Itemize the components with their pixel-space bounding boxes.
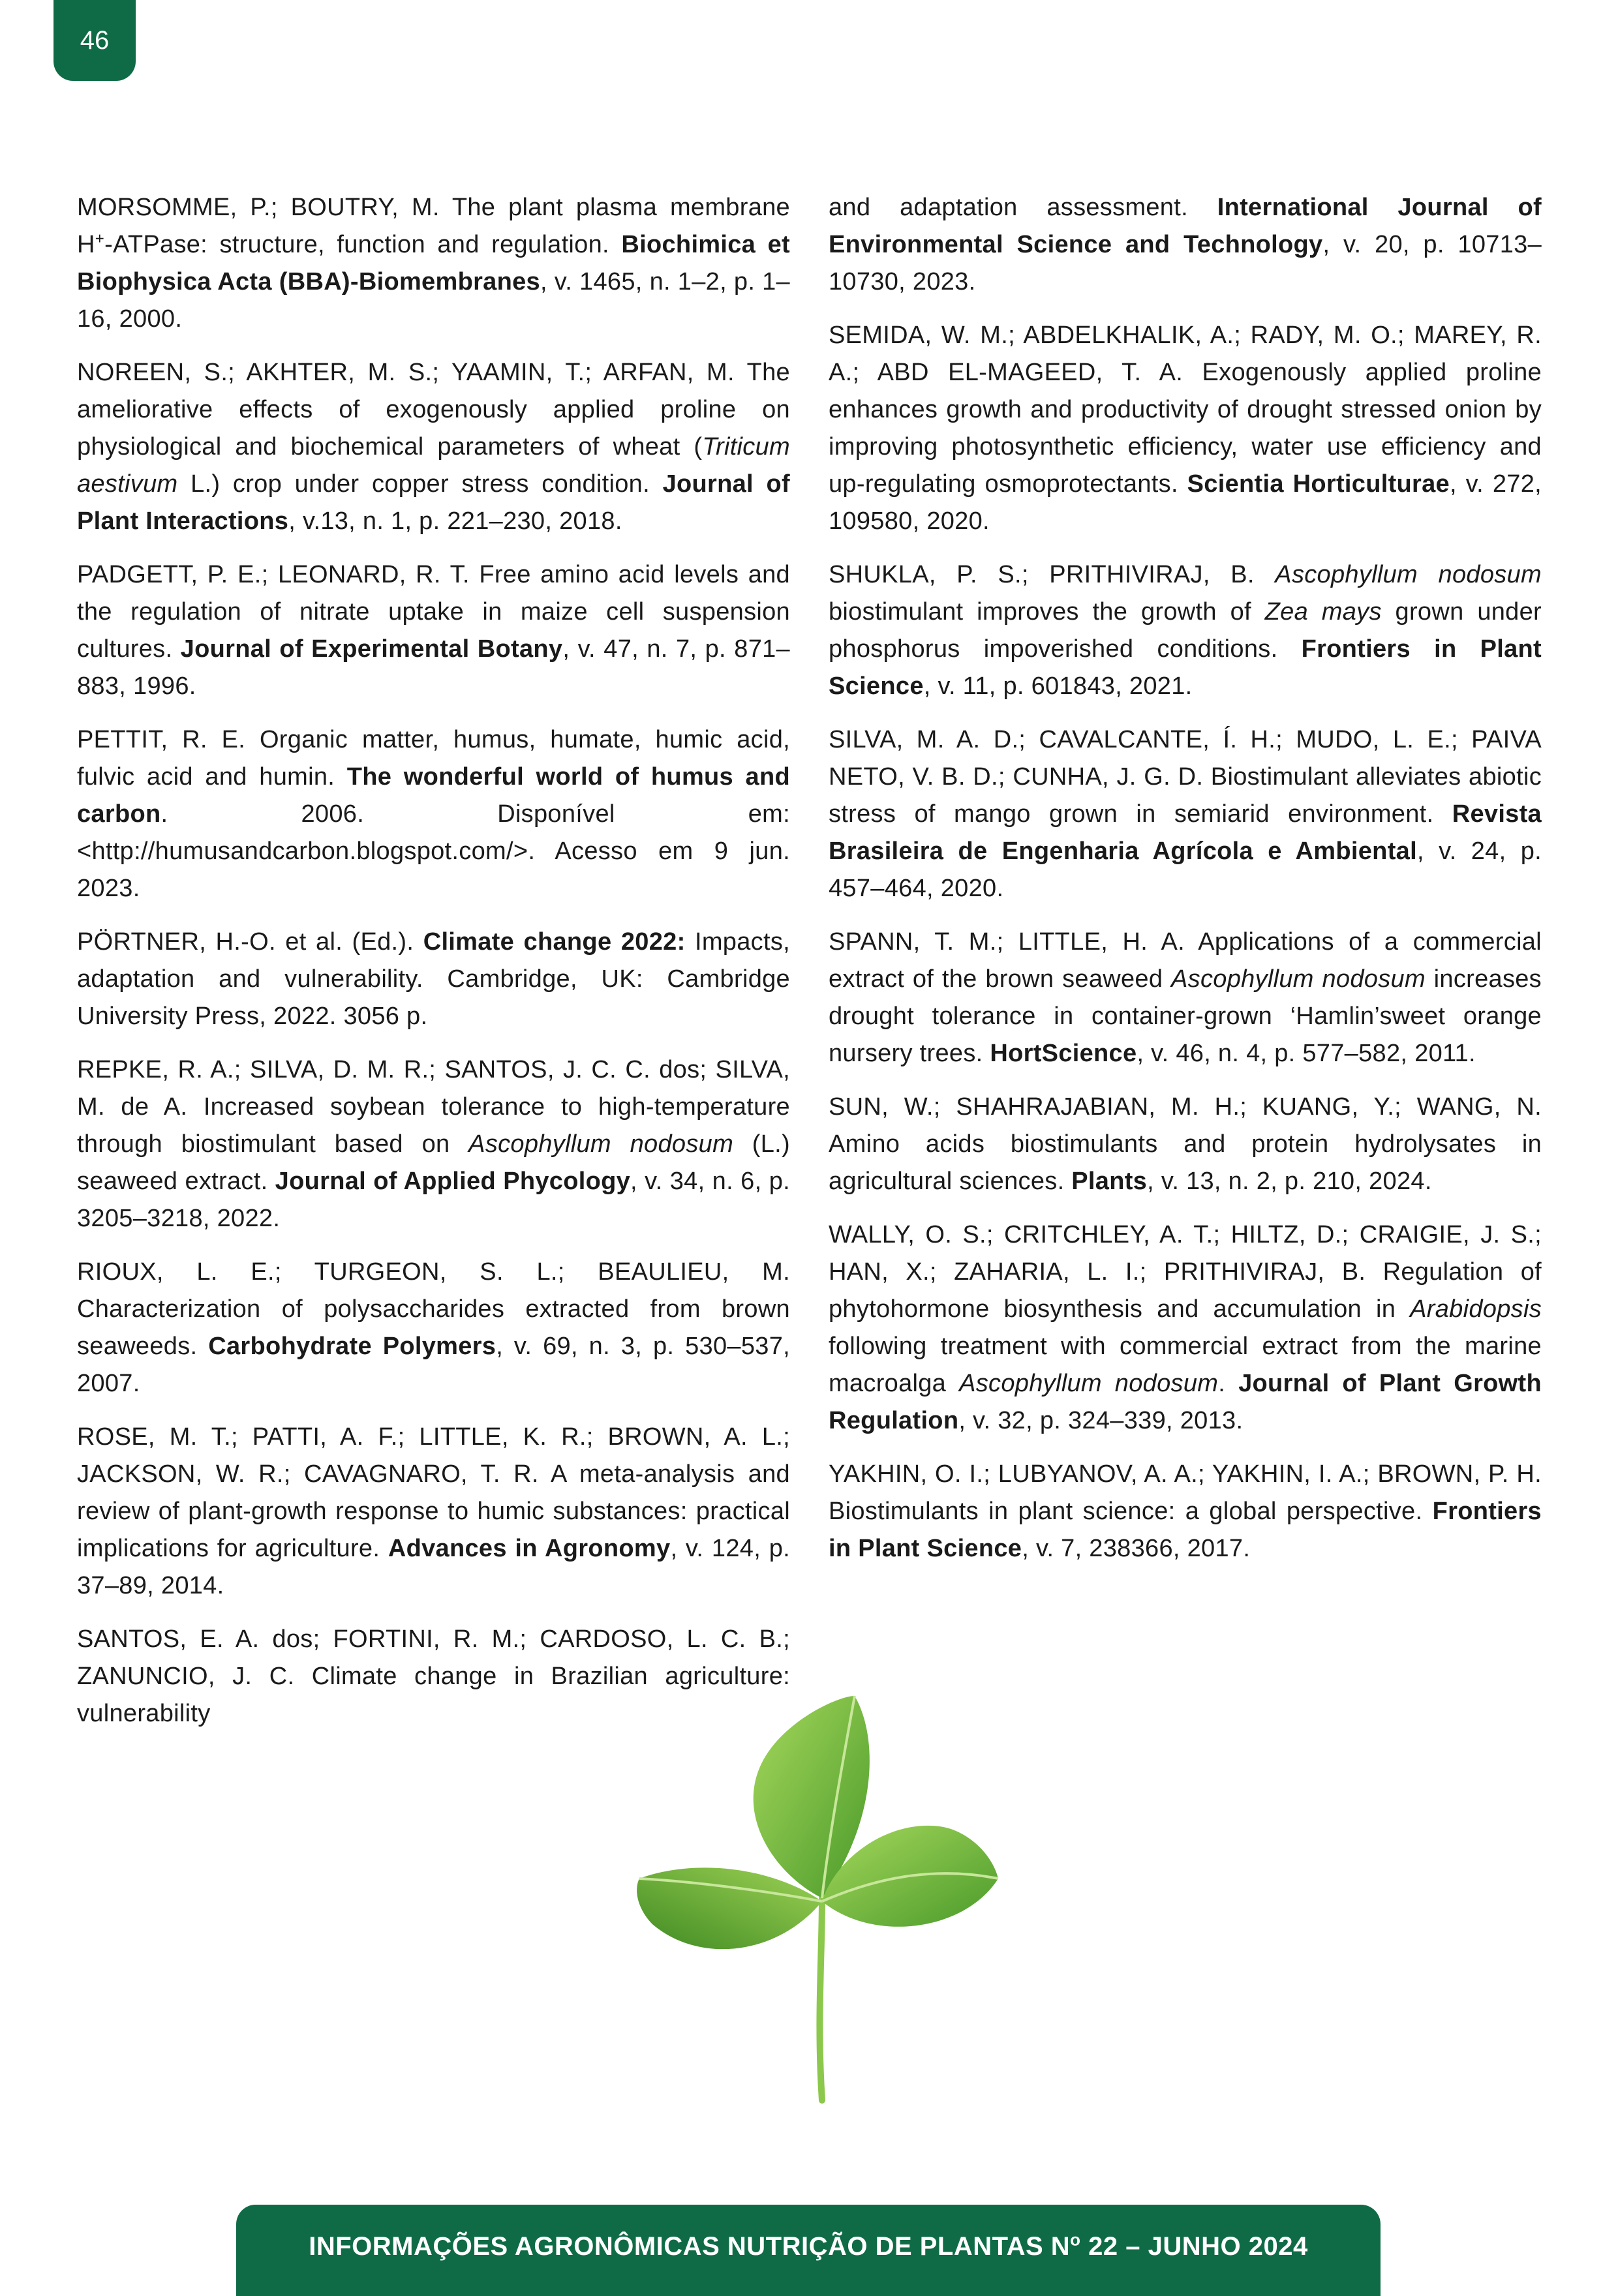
reference-text: Impacts, adaptation and vulnerability. Cambridge, UK: Cambridge University Press, 2022. 3056 p.: [77, 928, 790, 1030]
reference-entry: [77, 1419, 790, 1605]
reference-source-title: Journal of Plant Growth Regulation: [829, 1370, 1542, 1434]
reference-text: (L.) seaweed extract.: [77, 1130, 790, 1195]
reference-text: MORSOMME, P.; BOUTRY, M. The plant plasma membrane H: [77, 194, 790, 258]
reference-italic-term: Zea mays: [1264, 598, 1382, 626]
reference-text: . 2006. Disponível em: <http://humusandcarbon.blogspot.com/>. Acesso em 9 jun. 2023.: [77, 800, 790, 902]
reference-text: , v. 32, p. 324–339, 2013.: [958, 1407, 1244, 1434]
reference-text: L.) crop under copper stress condition.: [177, 470, 663, 498]
reference-superscript: +: [95, 230, 105, 248]
reference-text: SPANN, T. M.; LITTLE, H. A. Applications of a commercial extract of the brown seaweed: [829, 928, 1542, 993]
reference-text: increases drought tolerance in container-grown ‘Hamlin’sweet orange nursery trees.: [829, 965, 1542, 1067]
reference-text: , v. 69, n. 3, p. 530–537, 2007.: [77, 1333, 790, 1397]
reference-text: WALLY, O. S.; CRITCHLEY, A. T.; HILTZ, D.; CRAIGIE, J. S.; HAN, X.; ZAHARIA, L. I.; PRITHIVIRAJ, B. Regulation of phytohormone biosynthesis and accumulation in: [829, 1221, 1542, 1323]
reference-text: grown under phosphorus impoverished conditions.: [829, 598, 1542, 663]
reference-italic-term: Arabidopsis: [1410, 1295, 1542, 1323]
references-right-column: [829, 189, 1542, 1584]
reference-source-title: Journal of Applied Phycology: [275, 1168, 631, 1195]
reference-source-title: Revista Brasileira de Engenharia Agrícola e Ambiental: [829, 800, 1542, 865]
reference-text: RIOUX, L. E.; TURGEON, S. L.; BEAULIEU, M. Characterization of polysaccharides extracted from brown seaweeds.: [77, 1258, 790, 1360]
reference-text: following treatment with commercial extract from the marine macroalga: [829, 1333, 1542, 1397]
reference-source-title: Frontiers in Plant Science: [829, 635, 1542, 700]
reference-source-title: Frontiers in Plant Science: [829, 1498, 1542, 1562]
references-left-column: [77, 189, 790, 1749]
reference-text: biostimulant improves the growth of: [829, 598, 1265, 626]
reference-text: SILVA, M. A. D.; CAVALCANTE, Í. H.; MUDO, L. E.; PAIVA NETO, V. B. D.; CUNHA, J. G. D. Biostimulant alleviates abiotic stress of mango grown in semiarid environment.: [829, 726, 1542, 828]
reference-text: -ATPase: structure, function and regulation.: [104, 231, 622, 258]
reference-text: NOREEN, S.; AKHTER, M. S.; YAAMIN, T.; ARFAN, M. The ameliorative effects of exogenously applied proline on physiological and biochemical parameters of wheat (: [77, 359, 790, 461]
footer-ordinal: o: [1070, 2229, 1081, 2250]
reference-text: SHUKLA, P. S.; PRITHIVIRAJ, B.: [829, 561, 1275, 588]
reference-entry: [77, 189, 790, 338]
reference-entry: [829, 556, 1542, 705]
reference-entry: [829, 1216, 1542, 1440]
reference-source-title: Carbohydrate Polymers: [208, 1333, 496, 1360]
reference-text: , v. 13, n. 2, p. 210, 2024.: [1147, 1168, 1432, 1195]
reference-source-title: Plants: [1071, 1168, 1148, 1195]
reference-text: PADGETT, P. E.; LEONARD, R. T. Free amino acid levels and the regulation of nitrate uptake in maize cell suspension cultures.: [77, 561, 790, 663]
reference-source-title: The wonderful world of humus and carbon: [77, 763, 790, 828]
reference-italic-term: Ascophyllum nodosum: [1275, 561, 1542, 588]
reference-source-title: Climate change 2022:: [423, 928, 686, 956]
reference-text: , v. 11, p. 601843, 2021.: [923, 672, 1193, 700]
reference-text: ROSE, M. T.; PATTI, A. F.; LITTLE, K. R.; BROWN, A. L.; JACKSON, W. R.; CAVAGNARO, T. R. A meta-analysis and review of plant-growth response to humic substances: practical implications for agriculture.: [77, 1423, 790, 1562]
footer-issue: 22 – JUNHO 2024: [1080, 2232, 1308, 2261]
reference-entry: [829, 189, 1542, 301]
reference-italic-term: Ascophyllum nodosum: [468, 1130, 734, 1158]
reference-text: , v.13, n. 1, p. 221–230, 2018.: [288, 507, 622, 535]
reference-text: PETTIT, R. E. Organic matter, humus, humate, humic acid, fulvic acid and humin.: [77, 726, 790, 791]
reference-italic-term: Ascophyllum nodosum: [1171, 965, 1426, 993]
page-number: 46: [53, 0, 136, 81]
reference-entry: [77, 1254, 790, 1402]
reference-italic-term: Triticum aestivum: [77, 433, 790, 498]
reference-source-title: Advances in Agronomy: [388, 1535, 671, 1562]
reference-text: SUN, W.; SHAHRAJABIAN, M. H.; KUANG, Y.; WANG, N. Amino acids biostimulants and protein hydrolysates in agricultural sciences.: [829, 1093, 1542, 1195]
footer-banner: [236, 2205, 1381, 2296]
reference-entry: [77, 1051, 790, 1237]
reference-text: , v. 20, p. 10713–10730, 2023.: [829, 231, 1542, 295]
reference-entry: [77, 556, 790, 705]
reference-text: , v. 272, 109580, 2020.: [829, 470, 1542, 535]
reference-text: , v. 1465, n. 1–2, p. 1–16, 2000.: [77, 268, 790, 333]
reference-text: , v. 7, 238366, 2017.: [1022, 1535, 1251, 1562]
reference-source-title: Journal of Experimental Botany: [180, 635, 563, 663]
reference-entry: [829, 924, 1542, 1072]
reference-source-title: Scientia Horticulturae: [1187, 470, 1450, 498]
reference-source-title: Biochimica et Biophysica Acta (BBA)-Biomembranes: [77, 231, 790, 295]
reference-entry: [829, 721, 1542, 907]
reference-entry: [829, 317, 1542, 540]
reference-text: and adaptation assessment.: [829, 194, 1217, 221]
reference-entry: [77, 924, 790, 1035]
reference-text: REPKE, R. A.; SILVA, D. M. R.; SANTOS, J. C. C. dos; SILVA, M. de A. Increased soybean tolerance to high-temperature through biostimulant based on: [77, 1056, 790, 1158]
reference-source-title: Journal of Plant Interactions: [77, 470, 790, 535]
leaf-illustration-icon: [626, 1683, 1018, 2107]
reference-text: , v. 47, n. 7, p. 871–883, 1996.: [77, 635, 790, 700]
reference-entry: [829, 1089, 1542, 1200]
reference-source-title: HortScience: [990, 1040, 1137, 1067]
reference-text: YAKHIN, O. I.; LUBYANOV, A. A.; YAKHIN, I. A.; BROWN, P. H. Biostimulants in plant science: a global perspective.: [829, 1460, 1542, 1525]
reference-text: PÖRTNER, H.-O. et al. (Ed.).: [77, 928, 423, 956]
reference-entry: [77, 721, 790, 907]
reference-text: .: [1218, 1370, 1239, 1397]
reference-text: , v. 34, n. 6, p. 3205–3218, 2022.: [77, 1168, 790, 1232]
reference-text: , v. 24, p. 457–464, 2020.: [829, 838, 1542, 902]
reference-text: , v. 46, n. 4, p. 577–582, 2011.: [1137, 1040, 1476, 1067]
reference-text: SANTOS, E. A. dos; FORTINI, R. M.; CARDOSO, L. C. B.; ZANUNCIO, J. C. Climate change in Brazilian agriculture: vulnerability: [77, 1625, 790, 1727]
footer-title: INFORMAÇÕES AGRONÔMICAS NUTRIÇÃO DE PLANTAS N: [309, 2232, 1071, 2261]
reference-text: SEMIDA, W. M.; ABDELKHALIK, A.; RADY, M. O.; MAREY, R. A.; ABD EL-MAGEED, T. A. Exogenously applied proline enhances growth and productivity of drought stressed onion by improving photosynthetic efficiency, water use efficiency and up-regulating osmoprotectants.: [829, 322, 1542, 498]
reference-entry: [77, 354, 790, 540]
reference-entry: [829, 1456, 1542, 1567]
reference-italic-term: Ascophyllum nodosum: [959, 1370, 1219, 1397]
reference-source-title: International Journal of Environmental Science and Technology: [829, 194, 1542, 258]
reference-text: , v. 124, p. 37–89, 2014.: [77, 1535, 790, 1599]
